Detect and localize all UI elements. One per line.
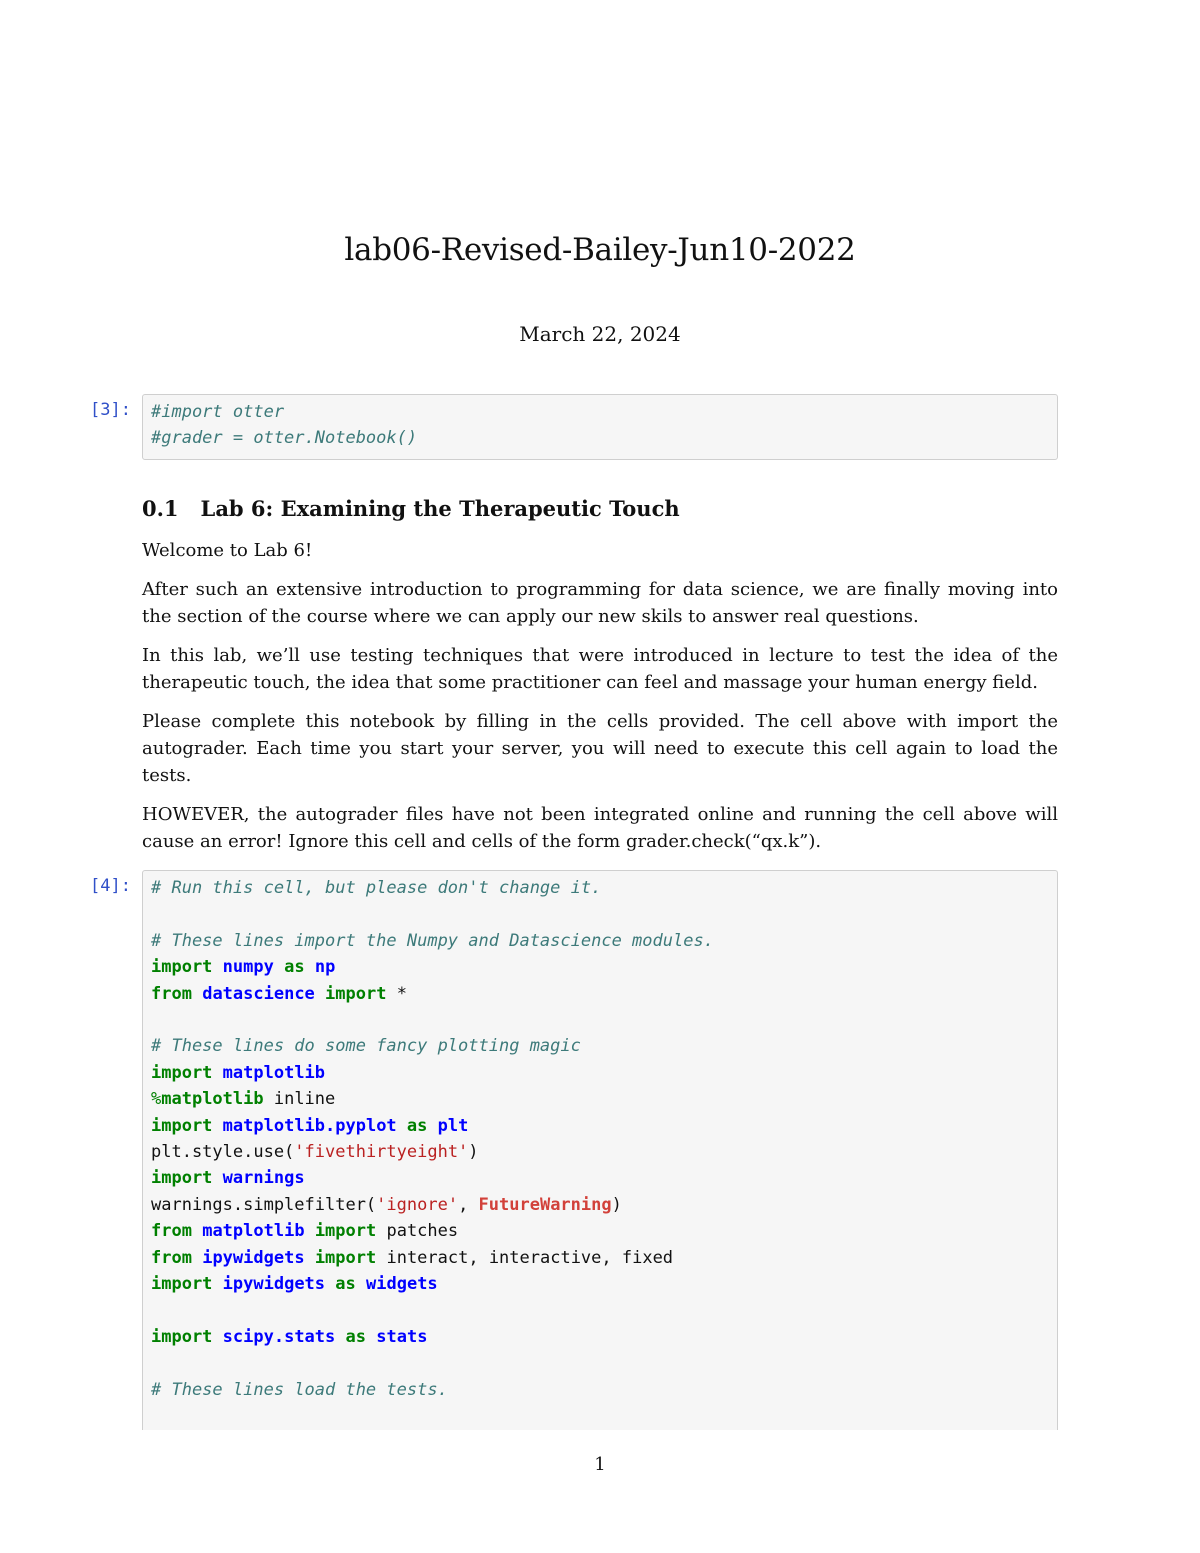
code-token: import [151, 1274, 213, 1295]
code-token: import [325, 983, 387, 1004]
code-token: matplotlib [202, 1221, 305, 1242]
code-token: import [151, 1115, 213, 1136]
paragraph: After such an extensive introduction to programming for data science, we are finally moving into the section of the course where we can apply our new skils to answer real questions. [142, 579, 1058, 627]
code-token: ipywidgets [202, 1247, 305, 1268]
code-token: matplotlib [161, 1089, 264, 1110]
code-token [212, 1274, 222, 1294]
code-token [335, 1327, 345, 1347]
code-token: np [314, 957, 336, 978]
code-token [212, 1168, 222, 1188]
code-cell-setup[interactable] [142, 870, 1058, 1430]
code-token: patches [376, 1221, 459, 1242]
paragraph: Please complete this notebook by filling in the cells provided. The cell above with import the autograder. Each time you start your server, you will need to execute this cell again to load the tests. [142, 711, 1058, 786]
code-token: import [314, 1247, 377, 1268]
code-token: import [151, 957, 213, 978]
code-token: FutureWarning [478, 1194, 612, 1215]
document-date: March 22, 2024 [519, 322, 681, 346]
code-token: as [406, 1115, 428, 1136]
code-token: matplotlib.pyplot [222, 1115, 397, 1136]
code-token: warnings.simplefilter( [151, 1194, 377, 1215]
code-token: as [345, 1326, 366, 1347]
code-token: ) [611, 1194, 622, 1215]
cell-prompt-4: [4]: [90, 876, 131, 896]
code-token [212, 1327, 222, 1347]
code-block [143, 395, 1057, 452]
code-token: % [151, 1089, 162, 1110]
page-number: 1 [594, 1454, 606, 1475]
code-token: ) [468, 1142, 479, 1163]
code-token [212, 957, 222, 977]
code-token: # These lines import the Numpy and Datascience modules. [151, 930, 714, 951]
code-token: as [284, 957, 305, 978]
code-token: # These lines do some fancy plotting magic [151, 1036, 581, 1057]
code-token: import [314, 1221, 377, 1242]
code-token [315, 984, 325, 1004]
code-token: from [151, 983, 192, 1004]
code-token: stats [376, 1326, 428, 1347]
code-token: inline [263, 1089, 336, 1110]
code-cell-import-otter[interactable] [142, 394, 1058, 460]
paragraph: HOWEVER, the autograder files have not been integrated online and running the cell above will cause an error! Ignore this cell and cells of the form grader.check(“qx.k”). [142, 804, 1058, 852]
code-token: from [151, 1221, 192, 1242]
code-token [305, 957, 315, 977]
code-token: widgets [366, 1274, 438, 1295]
code-token: 'ignore' [376, 1194, 459, 1215]
code-block [143, 871, 1057, 1403]
code-token: plt.style.use( [151, 1142, 295, 1163]
paragraph: In this lab, we’ll use testing techniques that were introduced in lecture to test the idea of the therapeutic touch, the idea that some practitioner can feel and massage your human energy field. [142, 645, 1058, 693]
code-token [305, 1221, 315, 1241]
code-token [274, 957, 284, 977]
code-token [212, 1116, 222, 1136]
code-token: warnings [222, 1168, 305, 1189]
intro-text [142, 537, 1058, 867]
code-token: import [151, 1326, 213, 1347]
code-token: ipywidgets [222, 1274, 326, 1295]
code-token [192, 1221, 202, 1241]
code-token: #import otter [151, 402, 285, 422]
code-token [325, 1274, 335, 1294]
section-title: Lab 6: Examining the Therapeutic Touch [200, 496, 680, 521]
code-token [212, 1063, 222, 1083]
code-token [397, 1116, 407, 1136]
section-heading [142, 496, 680, 521]
code-token: interact, interactive, fixed [376, 1247, 674, 1268]
code-token: as [335, 1274, 356, 1295]
paragraph: Welcome to Lab 6! [142, 540, 313, 561]
code-token: #grader = otter.Notebook() [151, 428, 418, 449]
section-number: 0.1 [142, 496, 179, 521]
code-token: from [151, 1247, 192, 1268]
code-token [427, 1116, 437, 1136]
code-token [366, 1327, 376, 1347]
code-token: import [151, 1168, 213, 1189]
cell-prompt-3: [3]: [90, 400, 131, 420]
code-token [192, 1248, 202, 1268]
code-token: datascience [202, 983, 315, 1004]
code-token: import [151, 1062, 213, 1083]
code-token: 'fivethirtyeight' [294, 1142, 469, 1163]
code-token: scipy.stats [222, 1326, 336, 1347]
code-token: matplotlib [222, 1062, 326, 1083]
code-token: # These lines load the tests. [151, 1379, 448, 1400]
code-token: * [386, 983, 407, 1004]
code-token: plt [437, 1115, 469, 1136]
document-title: lab06-Revised-Bailey-Jun10-2022 [344, 232, 856, 268]
code-token: # Run this cell, but please don't change it. [151, 878, 602, 898]
code-token [356, 1274, 366, 1294]
code-token [192, 984, 202, 1004]
code-token: , [458, 1194, 479, 1215]
code-token [305, 1248, 315, 1268]
code-token: numpy [222, 957, 274, 978]
